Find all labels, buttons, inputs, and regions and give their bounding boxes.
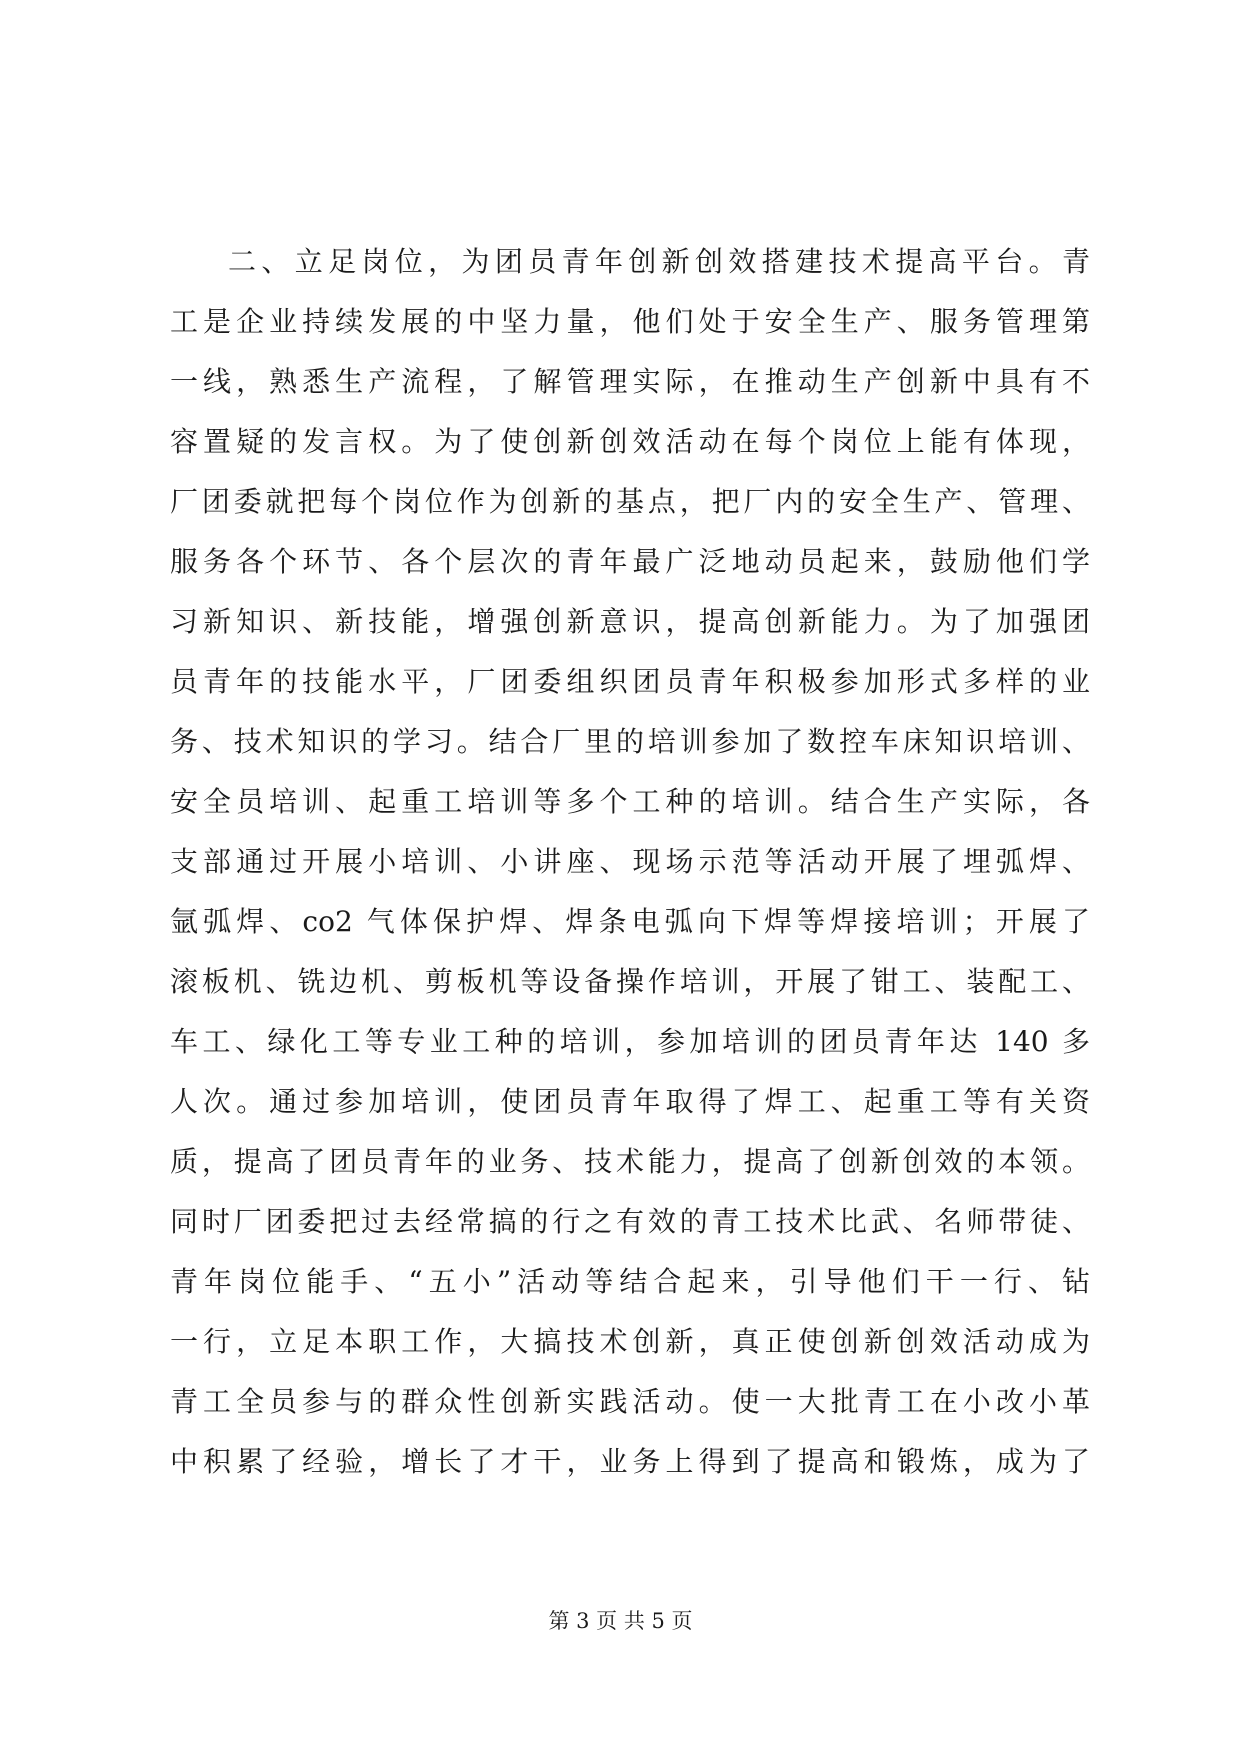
- text-line: 员青年的技能水平，厂团委组织团员青年积极参加形式多样的业: [170, 665, 1090, 698]
- text-line: 车工、绿化工等专业工种的培训，参加培训的团员青年达 140 多: [170, 1025, 1090, 1058]
- text-line: 容置疑的发言权。为了使创新创效活动在每个岗位上能有体现，: [170, 425, 1090, 458]
- text-line: 工是企业持续发展的中坚力量，他们处于安全生产、服务管理第: [170, 305, 1090, 338]
- text-line: 务、技术知识的学习。结合厂里的培训参加了数控车床知识培训、: [170, 725, 1090, 758]
- text-line: 人次。通过参加培训，使团员青年取得了焊工、起重工等有关资: [170, 1085, 1090, 1118]
- text-line: 青工全员参与的群众性创新实践活动。使一大批青工在小改小革: [170, 1385, 1090, 1418]
- text-line: 中积累了经验，增长了才干，业务上得到了提高和锻炼，成为了: [170, 1445, 1090, 1478]
- text-line: 青年岗位能手、“五小”活动等结合起来，引导他们干一行、钻: [170, 1265, 1090, 1298]
- text-line: 质，提高了团员青年的业务、技术能力，提高了创新创效的本领。: [170, 1145, 1090, 1178]
- text-line: 服务各个环节、各个层次的青年最广泛地动员起来，鼓励他们学: [170, 545, 1090, 578]
- text-line: 二、立足岗位，为团员青年创新创效搭建技术提高平台。青: [228, 245, 1090, 278]
- text-line: 同时厂团委把过去经常搞的行之有效的青工技术比武、名师带徒、: [170, 1205, 1090, 1238]
- text-line: 习新知识、新技能，增强创新意识，提高创新能力。为了加强团: [170, 605, 1090, 638]
- text-line: 支部通过开展小培训、小讲座、现场示范等活动开展了埋弧焊、: [170, 845, 1090, 878]
- text-line: 安全员培训、起重工培训等多个工种的培训。结合生产实际，各: [170, 785, 1090, 818]
- body-paragraph: [170, 232, 1090, 1492]
- text-line: 滚板机、铣边机、剪板机等设备操作培训，开展了钳工、装配工、: [170, 965, 1090, 998]
- page-number-footer: 第 3 页 共 5 页: [548, 1609, 693, 1633]
- text-line: 一行，立足本职工作，大搞技术创新，真正使创新创效活动成为: [170, 1325, 1090, 1358]
- text-line: 一线，熟悉生产流程，了解管理实际，在推动生产创新中具有不: [170, 365, 1090, 398]
- text-line: 氩弧焊、co2 气体保护焊、焊条电弧向下焊等焊接培训；开展了: [170, 905, 1090, 938]
- text-line: 厂团委就把每个岗位作为创新的基点，把厂内的安全生产、管理、: [170, 485, 1090, 518]
